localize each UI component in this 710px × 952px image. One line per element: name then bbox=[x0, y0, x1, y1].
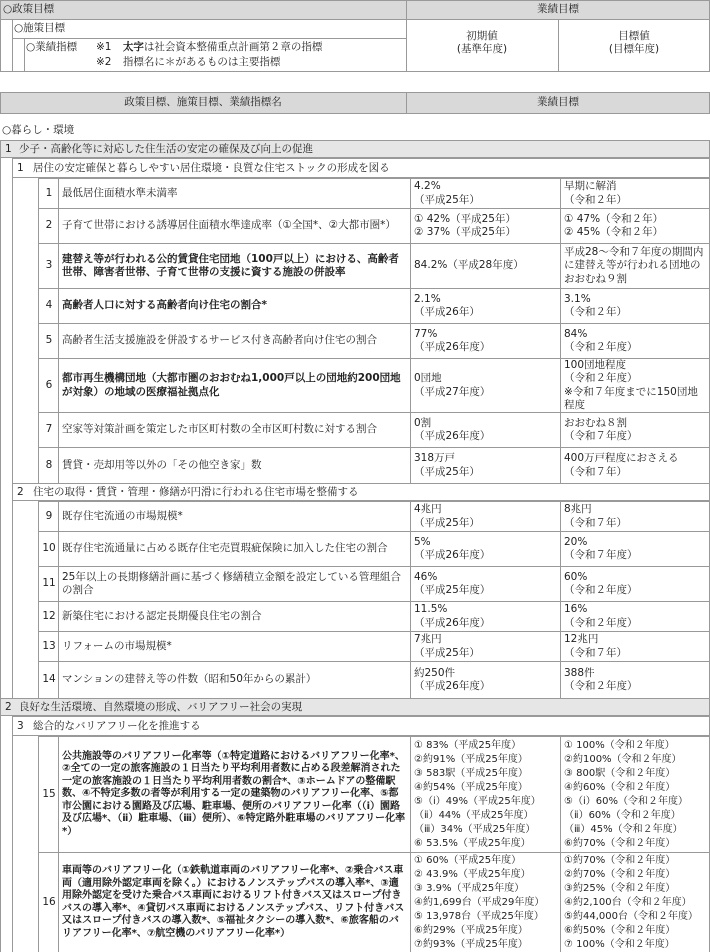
table-row bbox=[38, 736, 710, 852]
initial-value: 84.2%（平成28年度） bbox=[410, 244, 560, 288]
measure-band bbox=[12, 716, 710, 736]
initial-value: 77% （平成26年度） bbox=[410, 324, 560, 358]
initial-value: 2.1% （平成26年） bbox=[410, 289, 560, 323]
legend-policy-row bbox=[1, 1, 406, 19]
legend-note2-mark: ※2 bbox=[96, 56, 112, 68]
legend-target bbox=[558, 30, 710, 56]
row-indent-border bbox=[38, 501, 39, 698]
legend-initial-sub: (基準年度) bbox=[456, 43, 508, 56]
table-header-name: 政策目標、施策目標、業績指標名 bbox=[124, 96, 282, 108]
indicator-name: 都市再生機構団地（大都市圏のおおむね1,000戸以上の団地約200団地が対象）の地域の医療福祉拠点化 bbox=[58, 359, 410, 412]
measure-num: 3 bbox=[17, 720, 24, 732]
legend-note1-bold: 太字 bbox=[122, 41, 144, 53]
initial-value: 4.2% （平成25年） bbox=[410, 179, 560, 208]
measure-band bbox=[12, 158, 710, 178]
measure-num: 2 bbox=[17, 486, 24, 498]
row-number: 12 bbox=[38, 602, 59, 631]
target-value: ① 47%（令和２年） ② 45%（令和２年） bbox=[560, 209, 710, 243]
legend-note1-mark: ※1 bbox=[96, 41, 112, 53]
legend-note1-text: は社会資本整備重点計画第２章の指標 bbox=[143, 41, 323, 53]
target-value: 3.1% （令和２年） bbox=[560, 289, 710, 323]
legend-target-sub: (目標年度) bbox=[608, 43, 660, 56]
initial-value: ① 60%（平成25年度） ② 43.9%（平成25年度） ③ 3.9%（平成25年度） ④約1,699台（平成29年度） ⑤ 13,978台（平成25年度） ⑥約29%（平成25年度） ⑦約93%（平成25年度） bbox=[410, 853, 560, 952]
row-indent-border bbox=[38, 736, 39, 952]
measure-title: 居住の安定確保と暮らしやすい居住環境・良質な住宅ストックの形成を図る bbox=[33, 162, 390, 174]
policy-title: 少子・高齢化等に対応した住生活の安定の確保及び向上の促進 bbox=[19, 143, 313, 155]
indicator-name: 車両等のバリアフリー化（①鉄軌道車両のバリアフリー化率*、②乗合バス車両（適用除外認定車両を除く。）におけるノンステップバスの導入率*、③適用除外認定を受けた乗合バス車両におけるリフト付きバス又はスロープ付きバスの導入率*、④貸切バス車両におけるノンステップバス、リフト付きバス又はスロープ付きバスの導入数*、⑤福祉タクシーの導入数*、⑥旅客船のバリアフリー化率*、⑦航空機のバリアフリー化率*） bbox=[58, 853, 410, 952]
target-value: 400万戸程度におさえる （令和７年） bbox=[560, 448, 710, 483]
indicator-name: 賃貸・売却用等以外の「その他空き家」数 bbox=[58, 448, 410, 483]
row-number: 15 bbox=[38, 737, 59, 852]
indicator-name: 空家等対策計画を策定した市区町村数の全市区町村数に対する割合 bbox=[58, 413, 410, 447]
initial-value: 4兆円 （平成25年） bbox=[410, 502, 560, 531]
indicator-name: 既存住宅流通の市場規模* bbox=[58, 502, 410, 531]
row-number: 8 bbox=[38, 448, 59, 483]
initial-value: ① 42%（平成25年） ② 37%（平成25年） bbox=[410, 209, 560, 243]
policy-num: 1 bbox=[5, 143, 12, 155]
row-number: 14 bbox=[38, 662, 59, 698]
row-number: 2 bbox=[38, 209, 59, 243]
table-row bbox=[38, 447, 710, 483]
initial-value: 0割 （平成26年度） bbox=[410, 413, 560, 447]
target-value: おおむね８割 （令和７年度） bbox=[560, 413, 710, 447]
row-indent-border bbox=[38, 178, 39, 483]
table-row bbox=[38, 178, 710, 208]
legend-initial bbox=[406, 30, 558, 56]
legend-divider bbox=[24, 38, 25, 72]
initial-value: 11.5% （平成26年度） bbox=[410, 602, 560, 631]
table-row bbox=[38, 288, 710, 323]
row-number: 4 bbox=[38, 289, 59, 323]
row-number: 9 bbox=[38, 502, 59, 531]
policy-band bbox=[0, 698, 710, 716]
target-value: 84% （令和２年度） bbox=[560, 324, 710, 358]
table-row bbox=[38, 323, 710, 358]
table-row bbox=[38, 358, 710, 412]
legend-note2-text: 指標名に＊があるものは主要指標 bbox=[122, 56, 281, 68]
row-number: 5 bbox=[38, 324, 59, 358]
target-value: 20% （令和７年度） bbox=[560, 532, 710, 566]
target-value: 12兆円 （令和７年） bbox=[560, 632, 710, 661]
legend-initial-label: 初期値 bbox=[466, 30, 498, 42]
row-number: 3 bbox=[38, 244, 59, 288]
initial-value: 約250件 （平成26年度） bbox=[410, 662, 560, 698]
table-row bbox=[38, 412, 710, 447]
target-value: 100団地程度 （令和２年度） ※令和７年度までに150団地程度 bbox=[560, 359, 710, 412]
table-row bbox=[38, 501, 710, 531]
legend-measure-goal: ○施策目標 bbox=[14, 22, 66, 34]
row-number: 11 bbox=[38, 567, 59, 601]
measure-num: 1 bbox=[17, 162, 24, 174]
indicator-name: 新築住宅における認定長期優良住宅の割合 bbox=[58, 602, 410, 631]
table-row bbox=[38, 566, 710, 601]
policy-num: 2 bbox=[5, 701, 12, 713]
indicator-name: 高齢者人口に対する高齢者向け住宅の割合* bbox=[58, 289, 410, 323]
indicator-name: 既存住宅流通量に占める既存住宅売買瑕疵保険に加入した住宅の割合 bbox=[58, 532, 410, 566]
table-row bbox=[38, 208, 710, 243]
legend-target-label: 目標値 bbox=[618, 30, 650, 42]
row-number: 6 bbox=[38, 359, 59, 412]
indicator-name: 子育て世帯における誘導居住面積水準達成率（①全国*、②大都市圏*） bbox=[58, 209, 410, 243]
table-indent-border bbox=[12, 716, 13, 952]
legend-indicator: ○業績指標 bbox=[26, 41, 78, 53]
initial-value: 5% （平成26年度） bbox=[410, 532, 560, 566]
section-label: ○暮らし・環境 bbox=[2, 124, 75, 136]
target-value: 8兆円 （令和７年） bbox=[560, 502, 710, 531]
indicator-name: 公共施設等のバリアフリー化率等（①特定道路におけるバリアフリー化率*、②全ての一定の旅客施設の１日当たり平均利用者数に占める段差解消された一定の旅客施設の１日当たり平均利用者数の割合*、③ホームドアの整備駅数、④不特定多数の者等が利用する一定の建築物のバリアフリー化率、⑤都市公園における園路及び広場、駐車場、便所のバリアフリー化率（（ⅰ）園路及び広場*、（ⅱ）駐車場、（ⅲ）便所）、⑥特定路外駐車場のバリアフリー化率*） bbox=[58, 737, 410, 852]
initial-value: ① 83%（平成25年度） ②約91%（平成25年度） ③ 583駅（平成25年度） ④約54%（平成25年度） ⑤（ⅰ）49%（平成25年度） （ⅱ）44%（平成25年度） （ⅲ）34%（平成25年度） ⑥ 53.5%（平成25年度） bbox=[410, 737, 560, 852]
measure-title: 総合的なバリアフリー化を推進する bbox=[33, 720, 201, 732]
legend-divider bbox=[12, 19, 13, 72]
policy-band bbox=[0, 140, 710, 158]
legend-perf-header: 業績目標 bbox=[406, 1, 709, 19]
table-row bbox=[38, 631, 710, 661]
row-number: 16 bbox=[38, 853, 59, 952]
row-number: 1 bbox=[38, 179, 59, 208]
measure-title: 住宅の取得・賃貸・管理・修繕が円滑に行われる住宅市場を整備する bbox=[33, 486, 359, 498]
row-number: 13 bbox=[38, 632, 59, 661]
legend-divider bbox=[12, 38, 406, 39]
table-row bbox=[38, 531, 710, 566]
initial-value: 7兆円 （平成25年） bbox=[410, 632, 560, 661]
target-value: ① 100%（令和２年度） ②約100%（令和２年度） ③ 800駅（令和２年度） ④約60%（令和２年度） ⑤（ⅰ）60%（令和２年度） （ⅱ）60%（令和２年度） （ⅲ）45%（令和２年度） ⑥約70%（令和２年度） bbox=[560, 737, 710, 852]
indicator-name: リフォームの市場規模* bbox=[58, 632, 410, 661]
legend-policy-goal: ○政策目標 bbox=[3, 3, 55, 15]
table-row bbox=[38, 852, 710, 952]
row-number: 7 bbox=[38, 413, 59, 447]
indicator-name: マンションの建替え等の件数（昭和50年からの累計） bbox=[58, 662, 410, 698]
indicator-name: 高齢者生活支援施設を併設するサービス付き高齢者向け住宅の割合 bbox=[58, 324, 410, 358]
table-row bbox=[38, 661, 710, 698]
table-left-border bbox=[0, 140, 1, 952]
row-number: 10 bbox=[38, 532, 59, 566]
initial-value: 318万戸 （平成25年） bbox=[410, 448, 560, 483]
indicator-name: 25年以上の長期修繕計画に基づく修繕積立金額を設定している管理組合の割合 bbox=[58, 567, 410, 601]
target-value: 早期に解消 （令和２年） bbox=[560, 179, 710, 208]
legend-note2 bbox=[96, 56, 280, 69]
target-value: 16% （令和２年度） bbox=[560, 602, 710, 631]
target-value: 60% （令和２年度） bbox=[560, 567, 710, 601]
legend-note1 bbox=[96, 41, 322, 54]
measure-band bbox=[12, 483, 710, 501]
initial-value: 0団地 （平成27年度） bbox=[410, 359, 560, 412]
target-value: ①約70%（令和２年度） ②約70%（令和２年度） ③約25%（令和２年度） ④約2,100台（令和２年度） ⑤約44,000台（令和２年度） ⑥約50%（令和２年度） ⑦ 100%（令和２年度） bbox=[560, 853, 710, 952]
target-value: 平成28～令和７年度の期間内に建替え等が行われる団地のおおむね９割 bbox=[560, 244, 710, 288]
table-header-perf: 業績目標 bbox=[537, 96, 579, 108]
indicator-name: 最低居住面積水準未満率 bbox=[58, 179, 410, 208]
table-row bbox=[38, 601, 710, 631]
policy-title: 良好な生活環境、自然環境の形成、バリアフリー社会の実現 bbox=[19, 701, 303, 713]
table-row bbox=[38, 243, 710, 288]
indicator-name: 建替え等が行われる公的賃貸住宅団地（100戸以上）における、高齢者世帯、障害者世帯、子育て世帯の支援に資する施設の併設率 bbox=[58, 244, 410, 288]
table-indent-border bbox=[12, 158, 13, 698]
target-value: 388件 （令和２年度） bbox=[560, 662, 710, 698]
initial-value: 46% （平成25年度） bbox=[410, 567, 560, 601]
legend-divider bbox=[0, 19, 406, 20]
